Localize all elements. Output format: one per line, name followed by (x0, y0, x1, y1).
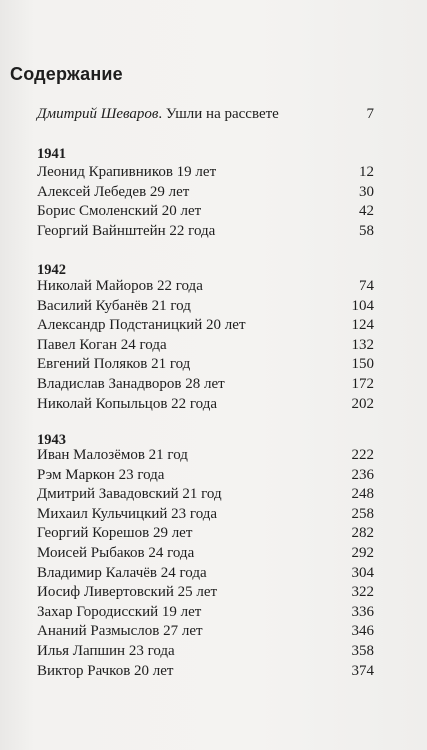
toc-entry (37, 222, 374, 242)
entry-label: Борис Смоленский 20 лет (37, 203, 202, 220)
toc-entry (37, 446, 374, 466)
entry-label: Михаил Кульчицкий 23 года (37, 505, 218, 522)
entry-page-number: 172 (351, 375, 374, 392)
entry-page-number: 30 (359, 183, 374, 200)
year-heading-1943: 1943 (37, 432, 66, 448)
entry-page-number: 104 (351, 297, 374, 314)
entry-page-number: 358 (351, 642, 374, 659)
entry-label: Алексей Лебедев 29 лет (37, 183, 190, 200)
toc-entry (37, 375, 374, 395)
entry-label: Василий Кубанёв 21 год (37, 297, 191, 314)
intro-title: . Ушли на рассвете (158, 106, 279, 122)
intro-entry (37, 106, 374, 123)
intro-page-number: 7 (366, 106, 374, 122)
entry-page-number: 322 (351, 584, 374, 601)
entry-label: Павел Коган 24 года (37, 336, 167, 353)
entry-page-number: 248 (351, 486, 374, 503)
toc-entry (37, 202, 374, 222)
entry-page-number: 336 (351, 603, 374, 620)
entry-label: Ананий Размыслов 27 лет (37, 623, 203, 640)
toc-entry (37, 642, 374, 662)
entry-page-number: 236 (351, 466, 374, 483)
entry-label: Николай Майоров 22 года (37, 278, 203, 294)
entry-label: Илья Лапшин 23 года (37, 642, 175, 659)
section-1941-list (37, 163, 374, 241)
toc-entry (37, 466, 374, 486)
toc-entry (37, 163, 374, 183)
entry-page-number: 42 (359, 203, 374, 220)
entry-label: Александр Подстаницкий 20 лет (37, 317, 246, 334)
entry-page-number: 202 (351, 395, 374, 412)
intro-text (37, 106, 279, 123)
toc-entry (37, 564, 374, 584)
entry-label: Николай Копыльцов 22 года (37, 395, 218, 412)
entry-page-number: 58 (359, 222, 374, 239)
entry-label: Иосиф Ливертовский 25 лет (37, 584, 218, 601)
entry-page-number: 374 (351, 662, 374, 679)
entry-label: Виктор Рачков 20 лет (37, 662, 174, 679)
entry-page-number: 150 (351, 356, 374, 373)
entry-label: Владимир Калачёв 24 года (37, 564, 207, 581)
entry-page-number: 222 (351, 447, 374, 463)
entry-page-number: 292 (351, 544, 374, 561)
toc-entry (37, 277, 374, 297)
entry-page-number: 74 (359, 278, 374, 294)
toc-entry (37, 603, 374, 623)
toc-entry (37, 524, 374, 544)
toc-entry (37, 183, 374, 203)
entry-label: Моисей Рыбаков 24 года (37, 544, 195, 561)
toc-entry (37, 336, 374, 356)
toc-entry (37, 316, 374, 336)
section-1942-list (37, 277, 374, 414)
toc-entry (37, 485, 374, 505)
toc-entry (37, 622, 374, 642)
section-1943-list (37, 446, 374, 681)
entry-page-number: 304 (351, 564, 374, 581)
entry-page-number: 346 (351, 623, 374, 640)
toc-entry (37, 544, 374, 564)
entry-label: Леонид Крапивников 19 лет (37, 164, 217, 180)
year-heading-1941: 1941 (37, 146, 66, 162)
intro-author: Дмитрий Шеваров (37, 106, 159, 122)
entry-label: Георгий Вайнштейн 22 года (37, 222, 216, 239)
entry-label: Рэм Маркон 23 года (37, 466, 165, 483)
entry-page-number: 132 (351, 336, 374, 353)
entry-label: Дмитрий Завадовский 21 год (37, 486, 222, 503)
year-heading-1942: 1942 (37, 262, 66, 278)
entry-label: Захар Городисский 19 лет (37, 603, 202, 620)
entry-label: Евгений Поляков 21 год (37, 356, 191, 373)
page-title: Содержание (10, 64, 123, 84)
toc-entry (37, 583, 374, 603)
entry-page-number: 12 (359, 164, 374, 180)
toc-entry (37, 297, 374, 317)
toc-entry (37, 395, 374, 415)
entry-label: Георгий Корешов 29 лет (37, 525, 193, 542)
entry-page-number: 282 (351, 525, 374, 542)
entry-label: Иван Малозёмов 21 год (37, 447, 188, 463)
toc-entry (37, 505, 374, 525)
toc-entry (37, 662, 374, 682)
entry-page-number: 124 (351, 317, 374, 334)
toc-entry (37, 355, 374, 375)
entry-page-number: 258 (351, 505, 374, 522)
entry-label: Владислав Занадворов 28 лет (37, 375, 225, 392)
